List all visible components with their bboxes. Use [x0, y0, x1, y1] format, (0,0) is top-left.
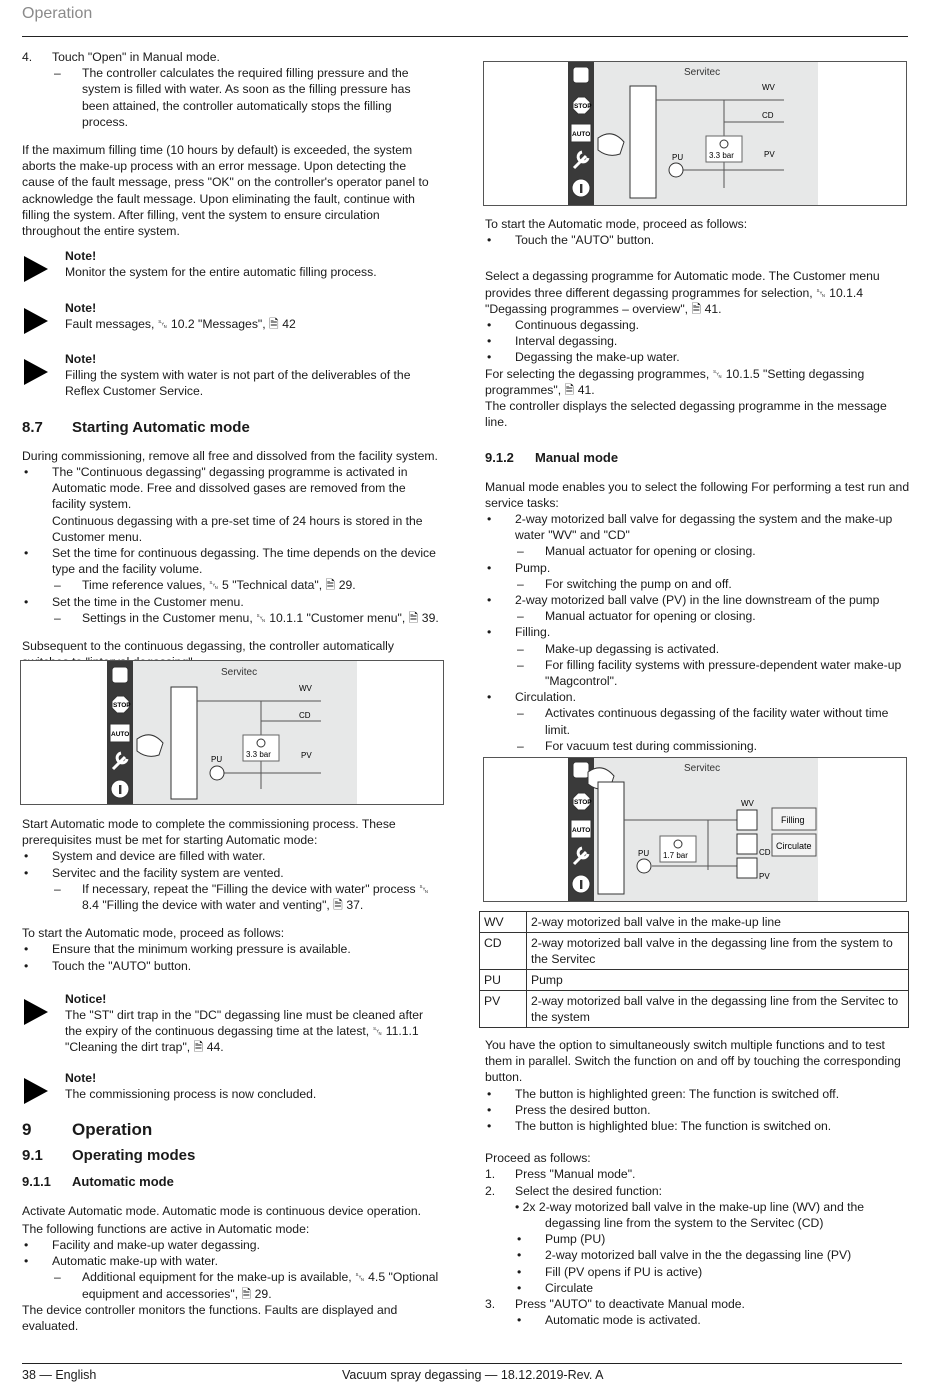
list-subitem: – Time reference values, ␖ 5 "Technical data", 🗎 29. [54, 578, 356, 593]
pu-label: PU [211, 755, 223, 764]
pressure-value: 3.3 bar [246, 750, 271, 759]
servitec-tank [598, 782, 624, 894]
pressure-value: 1.7 bar [663, 851, 688, 860]
pv-valve-button [737, 858, 757, 878]
auto-button [571, 124, 591, 142]
left-column-lower [22, 816, 440, 1334]
svg-text:AUTO: AUTO [572, 131, 591, 138]
list-item: • The button is highlighted green: The function is switched off. [487, 1086, 840, 1101]
pump-icon [210, 766, 224, 780]
paragraph: Subsequent to the continuous degassing, the controller automatically [22, 639, 394, 654]
list-subitem: – Make-up degassing is activated. [517, 641, 720, 656]
diagram-title: Servitec [684, 763, 721, 774]
list-item: • Automatic make-up with water. [24, 1254, 218, 1269]
list-subitem: – Settings in the Customer menu, ␖ 10.1.1 "Customer menu", 🗎 39. [54, 610, 439, 625]
note-block: Note! The commissioning process is now concluded. [22, 1070, 440, 1102]
page-number: 38 — English [22, 1368, 97, 1382]
list-item: • Continuous degassing. [487, 318, 639, 333]
list-item: • Degassing the make-up water. [487, 350, 680, 365]
pu-label: PU [672, 153, 684, 162]
list-item: • Set the time in the Customer menu. [24, 594, 244, 609]
figure-manual-mode [483, 757, 907, 902]
note-arrow-icon [24, 256, 48, 282]
svg-text:STOP: STOP [113, 702, 131, 709]
list-subitem: – For filling facility systems with pressure-dependent water make-up "Magcontrol". [517, 657, 902, 689]
left-column [22, 49, 440, 671]
wv-label: WV [762, 83, 775, 92]
section-heading: 9.1 Operating modes [22, 1147, 196, 1165]
list-subitem: – For switching the pump on and off. [517, 576, 732, 591]
pv-label: PV [759, 872, 770, 881]
paragraph: The device controller monitors the functions. Faults are displayed and evaluated. [22, 1302, 398, 1334]
wv-label: WV [741, 799, 754, 808]
list-subitem: • 2-way motorized ball valve in the the degassing line (PV) [517, 1248, 852, 1263]
servitec-diagram [484, 62, 906, 205]
right-column-lower [485, 1037, 910, 1328]
hand-icon [573, 762, 589, 778]
list-item: • Touch the "AUTO" button. [24, 958, 192, 973]
step: 2. Select the desired function: [485, 1183, 663, 1198]
list-subitem: – For vacuum test during commissioning. [517, 738, 758, 753]
note-block: Note! Monitor the system for the entire automatic filling process. [22, 248, 440, 280]
auto-button [110, 724, 130, 742]
list-subitem: – If necessary, repeat the "Filling the device with water" process ␖ 8.4 "Filling the device with water and venting", 🗎 37. [54, 881, 429, 913]
hand-icon [112, 667, 128, 683]
paragraph: Manual mode enables you to select the following For performing a test run and service tasks: [485, 479, 910, 510]
paragraph: Start Automatic mode to complete the commissioning process. These prerequisites must be met for starting Automatic mode: [22, 817, 396, 848]
list-item: • Touch the "AUTO" button. [487, 233, 655, 248]
paragraph: Proceed as follows: [485, 1151, 591, 1166]
table-row: PV 2-way motorized ball valve in the degassing line from the Servitec to the system [480, 991, 909, 1028]
list-item: • System and device are filled with water. [24, 849, 266, 864]
step-4-sub: – The controller calculates the required filling pressure and the system is filled with water. As soon as the filling pressure has been attained, the controller automatically stops the filling process. [54, 66, 411, 129]
paragraph: Activate Automatic mode. Automatic mode is continuous device operation. [22, 1203, 422, 1218]
running-header: Operation [22, 5, 93, 22]
list-item: • Ensure that the minimum working pressure is available. [24, 942, 351, 957]
svg-text:Filling: Filling [781, 815, 805, 825]
list-item: • Press the desired button. [487, 1102, 651, 1117]
info-icon [572, 875, 590, 893]
list-item: • Circulation. [487, 690, 576, 705]
table-row: WV 2-way motorized ball valve in the make-up line [480, 912, 909, 933]
list-subitem: • Pump (PU) [517, 1232, 606, 1247]
list-subitem: • Fill (PV opens if PU is active) [517, 1264, 703, 1279]
list-item: • Pump. [487, 560, 551, 575]
paragraph: Select a degassing programme for Automatic mode. The Customer menu provides three different degassing programmes for selection, ␖ 10.1.4 "Degassing programmes – overview", 🗎 41. [485, 269, 880, 316]
chapter-heading: 9 Operation [22, 1120, 153, 1140]
servitec-tank [171, 687, 197, 799]
paragraph: To start the Automatic mode, proceed as follows: [22, 926, 285, 941]
list-subitem: – Manual actuator for opening or closing. [517, 544, 756, 559]
paragraph: The controller displays the selected degassing programme in the message line. [485, 399, 887, 430]
wv-label: WV [299, 684, 312, 693]
pv-label: PV [764, 150, 775, 159]
info-icon [111, 780, 129, 798]
subsection-heading: 9.1.2 Manual mode [485, 450, 619, 466]
list-item: • 2-way motorized ball valve for degassing the system and the make-up water "WV" and "CD" [487, 512, 893, 543]
pressure-value: 3.3 bar [709, 151, 734, 160]
cd-label: CD [759, 848, 771, 857]
svg-text:STOP: STOP [574, 103, 592, 110]
hand-icon [573, 67, 589, 83]
info-icon [572, 179, 590, 197]
list-subitem: – Manual actuator for opening or closing. [517, 609, 756, 624]
right-column [485, 216, 910, 754]
note-block: Note! Fault messages, ␖ 10.2 "Messages", 🗎 42 [22, 300, 440, 332]
servitec-diagram [21, 661, 443, 804]
note-arrow-icon [24, 359, 48, 385]
footer-rule [22, 1363, 902, 1364]
list-subitem: • Circulate [517, 1280, 594, 1295]
paragraph: If the maximum filling time (10 hours by default) is exceeded, the system aborts the make-up process with an error message. Upon detecting the cause of the fault message, press "OK" on the controller's operator panel to acknowledge the fault message. Upon eliminating the fault, continue with filling the system. After filling, vent the system to ensure circulation throughout the entire system. [22, 143, 429, 239]
diagram-title: Servitec [221, 667, 258, 678]
pu-label: PU [638, 849, 650, 858]
list-item: • Set the time for continuous degassing. The time depends on the device type and the facility volume. [24, 546, 436, 577]
paragraph: For selecting the degassing programmes, ␖ 10.1.5 "Setting degassing programmes", 🗎 41. [485, 366, 865, 397]
list-item: • Servitec and the facility system are vented. [24, 865, 284, 880]
note-block: Note! Filling the system with water is not part of the deliverables of the Reflex Customer Service. [22, 351, 440, 400]
pump-icon [637, 859, 651, 873]
table-row: CD 2-way motorized ball valve in the degassing line from the system to the Servitec [480, 933, 909, 970]
svg-text:AUTO: AUTO [572, 827, 591, 834]
list-item: • 2-way motorized ball valve (PV) in the line downstream of the pump [487, 593, 880, 608]
cd-label: CD [299, 711, 311, 720]
diagram-title: Servitec [684, 67, 721, 78]
servitec-manual-diagram [484, 758, 906, 901]
list-item: • Facility and make-up water degassing. [24, 1238, 260, 1253]
step-4: 4. Touch "Open" in Manual mode. [22, 50, 220, 64]
header-rule [22, 36, 908, 37]
note-arrow-icon [24, 308, 48, 334]
list-item: • The "Continuous degassing" degassing programme is activated in Automatic mode. Free and dissolved gases are removed from the facility system. Continuous degassing with a pre-set time of 24 hours is stored in the Customer menu. [24, 465, 423, 544]
pump-icon [669, 163, 683, 177]
list-subitem: • Automatic mode is activated. [517, 1313, 701, 1328]
figure-automatic-mode-right [483, 61, 907, 206]
svg-text:Circulate: Circulate [776, 841, 812, 851]
list-item: • Interval degassing. [487, 334, 618, 349]
paragraph: You have the option to simultaneously switch multiple functions and to test them in parallel. Switch the function on and off by touching the corresponding button. [485, 1038, 901, 1085]
document-title: Vacuum spray degassing — 18.12.2019-Rev. A [342, 1368, 604, 1382]
servitec-tank [630, 86, 656, 198]
wv-valve-button [737, 810, 757, 830]
step: 3. Press "AUTO" to deactivate Manual mode. [485, 1297, 745, 1312]
figure-automatic-mode-left [20, 660, 444, 805]
paragraph: The following functions are active in Automatic mode: [22, 1221, 310, 1236]
paragraph: During commissioning, remove all free and dissolved from the facility system. [22, 448, 438, 463]
note-arrow-icon [24, 1078, 48, 1104]
paragraph: To start the Automatic mode, proceed as follows: [485, 217, 748, 231]
list-subitem: – Additional equipment for the make-up is available, ␖ 4.5 "Optional equipment and accessories", 🗎 29. [54, 1270, 439, 1301]
component-legend-table [479, 911, 909, 1028]
list-subitem: • 2x 2-way motorized ball valve in the make-up line (WV) and the degassing line from the system to the Servitec (CD) [515, 1199, 865, 1231]
cd-label: CD [762, 111, 774, 120]
note-arrow-icon [24, 999, 48, 1025]
pv-label: PV [301, 751, 312, 760]
cd-valve-button [737, 834, 757, 854]
list-item: • Filling. [487, 625, 551, 640]
notice-block: Notice! The "ST" dirt trap in the "DC" degassing line must be cleaned after the expiry of the continuous degassing time at the latest, ␖ 11.1.1 "Cleaning the dirt trap", 🗎 44. [22, 991, 440, 1056]
subsection-heading: 9.1.1 Automatic mode [22, 1174, 174, 1190]
section-heading: 8.7 Starting Automatic mode [22, 418, 250, 436]
svg-text:STOP: STOP [574, 799, 592, 806]
auto-button [571, 820, 591, 838]
step: 1. Press "Manual mode". [485, 1167, 636, 1182]
list-item: • The button is highlighted blue: The function is switched on. [487, 1119, 832, 1134]
svg-text:AUTO: AUTO [111, 731, 130, 738]
list-subitem: – Activates continuous degassing of the facility water without time limit. [517, 706, 889, 737]
table-row: PU Pump [480, 970, 909, 991]
